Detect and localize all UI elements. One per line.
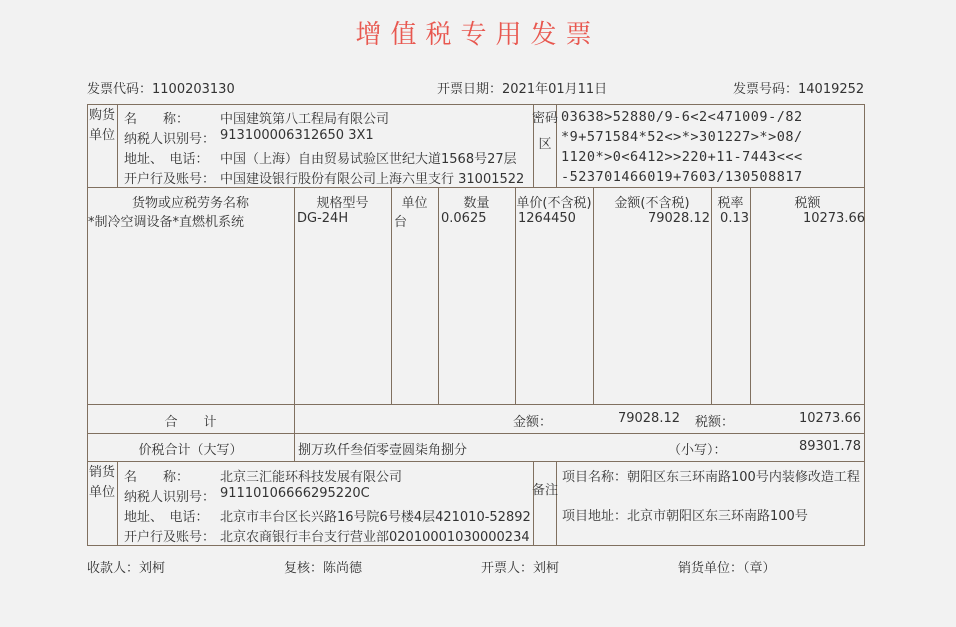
header-tax: 税额	[794, 196, 821, 211]
seller-name: 北京三汇能环科技发展有限公司	[220, 470, 403, 485]
seller-section-label: 销货单位	[88, 465, 115, 500]
footer-issuer-value: 刘柯	[533, 561, 560, 576]
seller-name-label: 名 称：	[124, 470, 190, 485]
seller-taxid-label: 纳税人识别号：	[124, 490, 216, 505]
totals-amount: 79028.12	[617, 411, 680, 426]
grand-total-label: 价税合计（大写）	[138, 443, 243, 458]
item-unit: 台	[394, 215, 408, 230]
divider-totals-bottom	[87, 433, 865, 434]
seller-address-label: 地址、 电话：	[124, 510, 209, 525]
buyer-address-label: 地址、 电话：	[124, 152, 209, 167]
remarks-section-label: 备注	[531, 483, 558, 498]
totals-tax-label: 税额：	[695, 415, 735, 430]
invoice-date	[437, 78, 607, 97]
seller-taxid: 91110106666295220C	[220, 486, 370, 501]
buyer-section-label: 购货单位	[88, 108, 115, 143]
buyer-name: 中国建筑第八工程局有限公司	[220, 112, 390, 127]
item-qty: 0.0625	[441, 211, 487, 226]
footer-payee	[87, 557, 165, 576]
grand-total-words: 捌万玖仟叁佰零壹圆柒角捌分	[298, 443, 468, 458]
header-spec: 规格型号	[316, 196, 369, 211]
footer-seller-seal: 销货单位：（章）	[678, 561, 776, 576]
footer-issuer	[481, 557, 559, 576]
item-rate: 0.13	[720, 211, 749, 226]
header-amount: 金额(不含税)	[614, 196, 690, 211]
invoice-code-value: 1100203130	[152, 82, 235, 97]
cipher-line-3: 1120*>0<6412>>220+11-7443<<<	[561, 149, 803, 165]
divider-grand-bottom	[87, 461, 865, 462]
header-price: 单价(不含税)	[516, 196, 592, 211]
totals-tax: 10273.66	[798, 411, 861, 426]
invoice-code	[87, 78, 235, 97]
invoice-code-label: 发票代码：	[87, 82, 153, 97]
invoice-number-value: 14019252	[798, 82, 865, 97]
buyer-name-label: 名 称：	[124, 112, 190, 127]
header-unit: 单位	[401, 196, 428, 211]
totals-amount-label: 金额：	[513, 415, 553, 430]
seller-bank-label: 开户行及账号：	[124, 530, 216, 545]
divider-buyer-label	[117, 104, 118, 187]
buyer-bank-label: 开户行及账号：	[124, 172, 216, 187]
header-qty: 数量	[463, 196, 490, 211]
invoice-date-label: 开票日期：	[437, 82, 503, 97]
seller-bank: 北京农商银行丰台支行营业部02010001030000234	[220, 530, 530, 545]
footer-reviewer-label: 复核：	[284, 561, 324, 576]
buyer-taxid: 913100006312650 3X1	[220, 128, 374, 143]
invoice-title: 增值税专用发票	[355, 20, 601, 50]
cipher-line-1: 03638>52880/9-6<2<471009-/82	[561, 109, 803, 125]
item-price: 1264450	[518, 211, 576, 226]
grand-total-small: 89301.78	[798, 439, 861, 454]
invoice-number	[733, 78, 864, 97]
header-item-name: 货物或应税劳务名称	[131, 196, 249, 211]
item-amount: 79028.12	[647, 211, 710, 226]
totals-label: 合 计	[164, 415, 217, 430]
divider-col-qty	[438, 187, 439, 404]
header-rate: 税率	[717, 196, 744, 211]
grand-total-small-label: （小写）：	[668, 443, 727, 458]
buyer-taxid-label: 纳税人识别号：	[124, 132, 216, 147]
cipher-line-2: *9+571584*52<>*>301227>*>08/	[561, 129, 803, 145]
buyer-address: 中国（上海）自由贸易试验区世纪大道1568号27层	[220, 152, 517, 167]
divider-buyer-bottom	[87, 187, 865, 188]
invoice-number-label: 发票号码：	[733, 82, 799, 97]
divider-col-spec	[294, 187, 295, 404]
footer-reviewer-value: 陈尚德	[323, 561, 363, 576]
seller-address: 北京市丰台区长兴路16号院6号楼4层421010-52892	[220, 510, 531, 525]
remarks-project-address: 项目地址：北京市朝阳区东三环南路100号	[562, 509, 808, 524]
buyer-bank: 中国建设银行股份有限公司上海六里支行 31001522	[220, 172, 525, 187]
item-tax: 10273.66	[802, 211, 865, 226]
divider-col-unit	[391, 187, 392, 404]
divider-items-bottom	[87, 404, 865, 405]
item-name: *制冷空调设备*直燃机系统	[88, 215, 245, 230]
footer-reviewer	[284, 557, 362, 576]
remarks-project-name: 项目名称：朝阳区东三环南路100号内装修改造工程	[562, 470, 860, 485]
footer-issuer-label: 开票人：	[481, 561, 534, 576]
divider-col-price	[515, 187, 516, 404]
footer-payee-value: 刘柯	[139, 561, 166, 576]
cipher-line-4: -523701466019+7603/130508817	[561, 169, 803, 185]
footer-payee-label: 收款人：	[87, 561, 140, 576]
cipher-section-label: 密码区	[531, 111, 558, 152]
divider-totals-label	[294, 404, 295, 461]
divider-seller-label	[117, 461, 118, 546]
invoice-date-value: 2021年01月11日	[502, 82, 608, 97]
item-spec: DG-24H	[297, 211, 349, 226]
